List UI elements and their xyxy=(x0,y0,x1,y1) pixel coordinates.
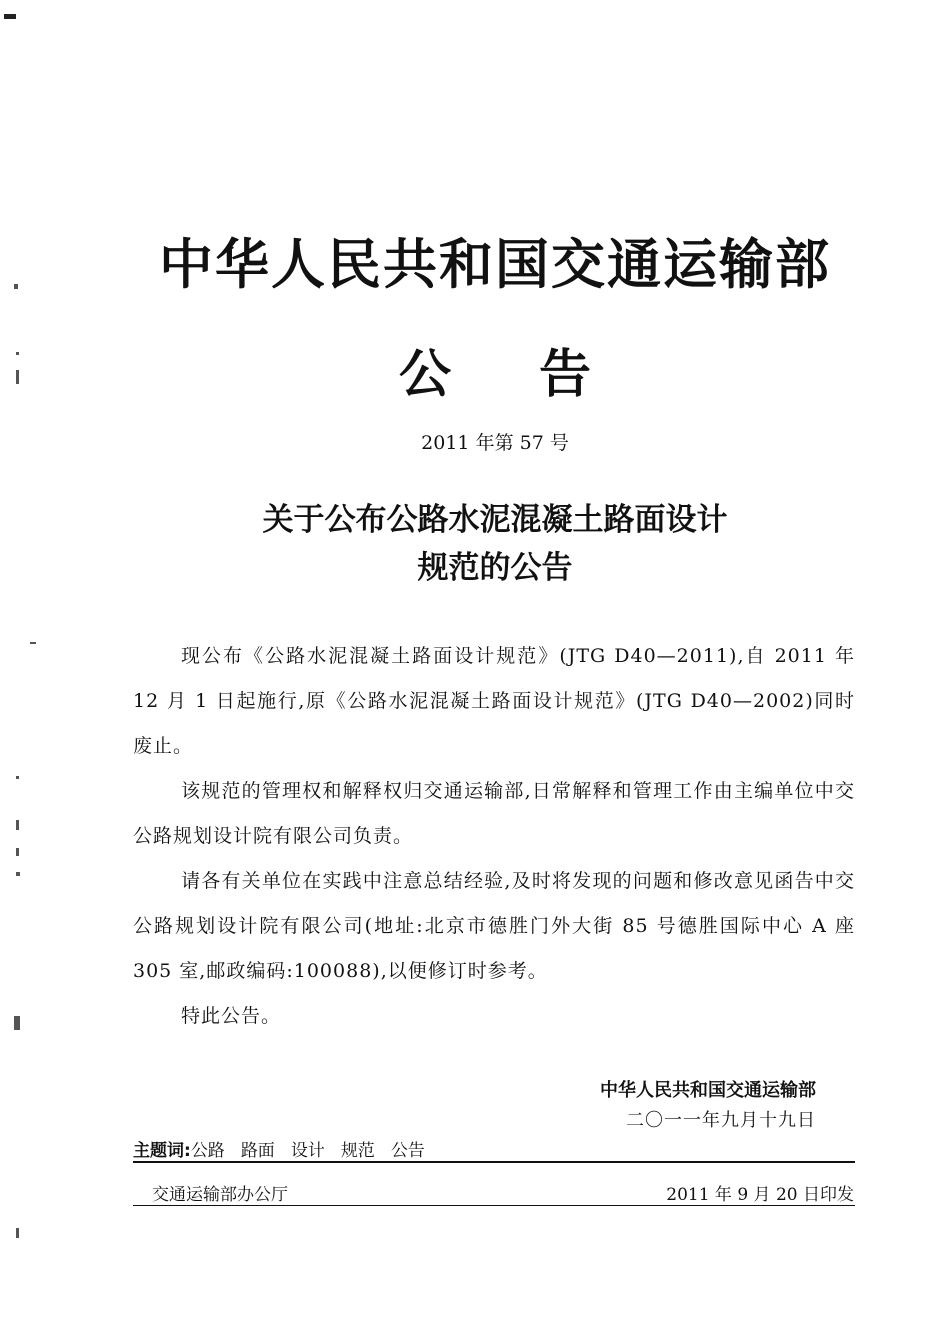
body-paragraph: 该规范的管理权和解释权归交通运输部,日常解释和管理工作由主编单位中交公路规划设计院有限公司负责。 xyxy=(133,780,855,847)
footer-divider-top xyxy=(133,1161,855,1163)
issuing-office: 交通运输部办公厅 xyxy=(152,1185,288,1205)
body-paragraph: 特此公告。 xyxy=(181,1005,282,1027)
subject-line-1: 关于公布公路水泥混凝土路面设计 xyxy=(262,502,728,538)
scan-artifact xyxy=(14,1016,20,1030)
subject-title xyxy=(0,496,950,592)
scan-artifact xyxy=(16,776,19,779)
scan-artifact xyxy=(16,848,19,856)
signature-date: 二〇一一年九月十九日 xyxy=(626,1110,816,1131)
ministry-title: 中华人民共和国交通运输部 xyxy=(159,232,831,296)
body-paragraph: 请各有关单位在实践中注意总结经验,及时将发现的问题和修改意见函告中交公路规划设计院有限公司(地址:北京市德胜门外大街 85 号德胜国际中心 A 座 305 室,邮政编码:100088),以便修订时参考。 xyxy=(133,870,855,982)
subject-line-2: 规范的公告 xyxy=(417,550,573,586)
scan-artifact xyxy=(30,642,36,644)
keywords-label: 主题词: xyxy=(133,1141,191,1161)
keyword: 规范 xyxy=(340,1141,375,1161)
footer-divider-bottom xyxy=(133,1205,855,1206)
body-paragraph: 现公布《公路水泥混凝土路面设计规范》(JTG D40—2011),自 2011 年 12 月 1 日起施行,原《公路水泥混凝土路面设计规范》(JTG D40—2002)同时废止。 xyxy=(133,645,855,757)
announcement-heading: 公告 xyxy=(398,344,679,405)
document-number: 2011 年第 57 号 xyxy=(421,432,569,454)
keywords-line xyxy=(133,1136,441,1161)
scan-artifact xyxy=(16,1228,19,1238)
announcement-body xyxy=(133,634,855,1039)
keyword: 设计 xyxy=(290,1141,325,1161)
scan-artifact xyxy=(16,872,20,876)
print-date: 2011 年 9 月 20 日印发 xyxy=(666,1185,854,1205)
keyword: 公路 xyxy=(190,1141,225,1161)
scan-artifact xyxy=(16,820,19,830)
keyword: 公告 xyxy=(390,1141,425,1161)
scan-artifact xyxy=(4,14,16,19)
signature-organization: 中华人民共和国交通运输部 xyxy=(600,1080,816,1101)
keyword: 路面 xyxy=(240,1141,275,1161)
